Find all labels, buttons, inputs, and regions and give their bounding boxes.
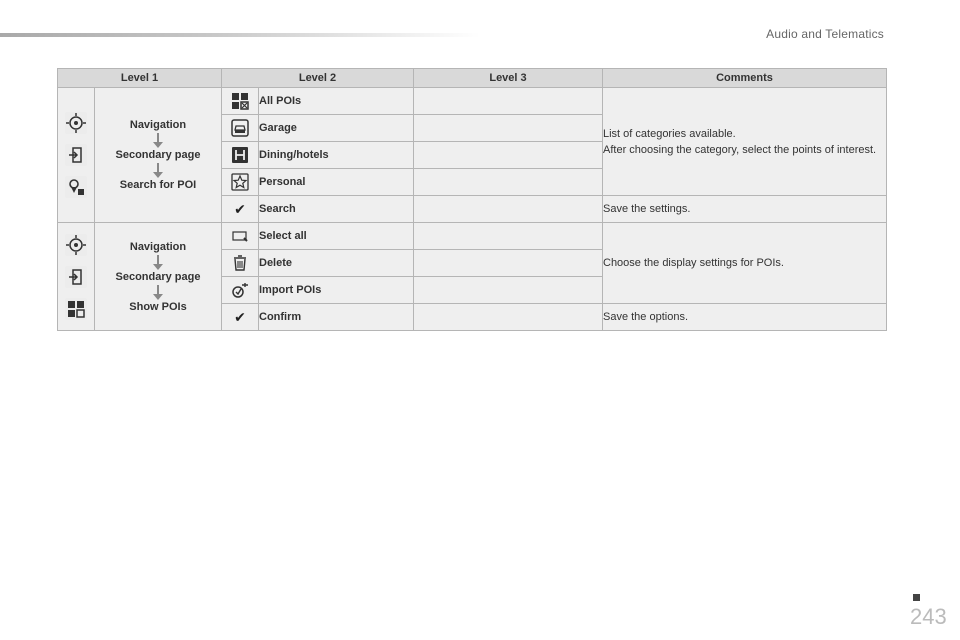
usb-import-icon [231,281,249,299]
level2-label-delete: Delete [259,250,414,277]
level3-cell [414,196,603,223]
level2-label-dining-hotels: Dining/hotels [259,142,414,169]
checkmark-icon: ✔ [234,200,246,217]
level2-icon-cell [222,142,259,169]
level2-icon-cell [222,277,259,304]
level3-cell [414,304,603,331]
column-header-level3: Level 3 [414,69,603,88]
level2-label-all-pois: All POIs [259,88,414,115]
level3-cell [414,115,603,142]
flow-step-secondary-page: Secondary page [115,270,201,283]
flow-arrow-down-icon [157,255,159,265]
column-header-level1: Level 1 [58,69,222,88]
level2-icon-cell [222,223,259,250]
header-gradient-bar [0,33,480,37]
trash-icon [231,254,249,272]
level2-icon-cell [222,196,259,223]
dining-hotel-icon [231,146,249,164]
level2-label-confirm: Confirm [259,304,414,331]
table-header-row [58,69,887,88]
navigation-compass-icon [65,234,87,256]
garage-icon [231,119,249,137]
navigation-compass-icon [65,112,87,134]
table-row [58,88,887,115]
comment-save-settings: Save the settings. [603,196,887,223]
level2-icon-cell [222,88,259,115]
level3-cell [414,142,603,169]
table-row [58,223,887,250]
flow-arrow-down-icon [157,163,159,173]
flow-step-show-pois: Show POIs [129,300,187,313]
level2-icon-cell [222,304,259,331]
secondary-page-icon [65,144,87,166]
level1-flow-cell [95,223,222,331]
comment-text: List of categories available. After choosing the category, select the points of interest. [603,127,877,156]
comment-display-settings: Choose the display settings for POIs. [603,223,887,304]
flow-step-navigation: Navigation [129,240,187,253]
page-marker-square [913,594,920,601]
page-number: 243 [910,604,947,629]
select-all-icon [231,227,249,245]
level1-flow [95,240,221,314]
comment-categories [603,88,887,196]
secondary-page-icon [65,266,87,288]
level2-label-import-pois: Import POIs [259,277,414,304]
level1-icons-cell [58,88,95,223]
column-header-level2: Level 2 [222,69,414,88]
level3-cell [414,250,603,277]
poi-settings-table [57,68,887,331]
level3-cell [414,88,603,115]
level1-icons-cell [58,223,95,331]
level3-cell [414,169,603,196]
flow-arrow-down-icon [157,133,159,143]
level2-label-search: Search [259,196,414,223]
flow-step-search-for-poi: Search for POI [119,179,197,191]
level3-cell [414,277,603,304]
column-header-comments: Comments [603,69,887,88]
flow-step-secondary-page: Secondary page [115,149,201,161]
level2-label-personal: Personal [259,169,414,196]
level1-flow-cell [95,88,222,223]
level2-icon-cell [222,169,259,196]
poi-map-icon [65,298,87,320]
star-icon [231,173,249,191]
level2-icon-cell [222,250,259,277]
level2-label-select-all: Select all [259,223,414,250]
level2-icon-cell [222,115,259,142]
checkmark-icon: ✔ [234,308,246,325]
flow-arrow-down-icon [157,285,159,295]
search-poi-icon [65,176,87,198]
level3-cell [414,223,603,250]
flow-step-navigation: Navigation [129,119,187,131]
level2-label-garage: Garage [259,115,414,142]
section-title: Audio and Telematics [766,27,884,41]
level1-flow [95,118,221,192]
comment-save-options: Save the options. [603,304,887,331]
poi-map-icon [231,92,249,110]
